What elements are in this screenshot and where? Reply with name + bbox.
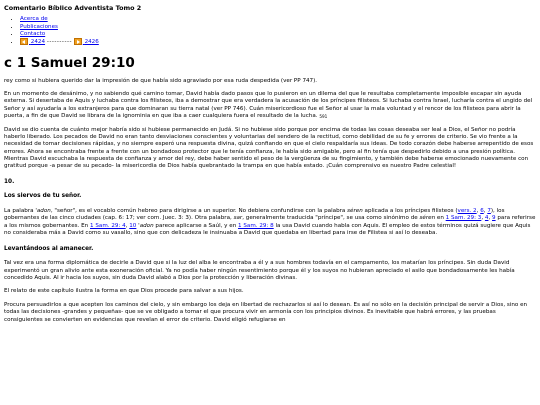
arrow-left-icon — [20, 38, 28, 45]
nav-item-about — [20, 16, 536, 23]
next-page-number: 2426 — [84, 39, 99, 46]
nav-link-publications[interactable]: Publicaciones — [20, 23, 58, 30]
hebrew-term: 'adon — [35, 208, 51, 215]
page-heading: c 1 Samuel 29:10 — [4, 54, 135, 71]
next-page-link[interactable] — [74, 39, 99, 45]
commentary-paragraph-1-text: En un momento de desánimo, y no sabiendo qué camino tomar, David había dado pasos que lo pusieron en un dilema del que le resultaba completamente imposible escapar sin ayuda externa. Si desertaba de Aquis y luchaba contra los filisteos, iba a demostrar que era verdadera la acusación de los príncipes filisteos. Si luchaba contra Israel, lucharía contra el ungido del Señor y así ayudaría a los extranjeros para que dominaran su tierra natal (ver PP 746). Cuán misericordioso fue el Señor al usar la mala voluntad y el rencor de los filisteos para abrir la puerta, a fin de que David se librara de la ignominia en que iba a caer cualquiera fuera el resultado de la lucha. — [4, 91, 533, 120]
page-marker: 591 — [319, 114, 328, 120]
section-title-siervos: Los siervos de tu señor. — [4, 193, 82, 200]
commentary-paragraph-5: El relato de este capítulo ilustra la forma en que Dios procede para salvar a sus hijos. — [4, 288, 244, 295]
arrow-right-icon — [74, 38, 82, 45]
scripture-link[interactable]: 9 — [492, 215, 496, 222]
pager — [20, 38, 536, 46]
scripture-link[interactable]: vers. 2 — [457, 208, 477, 215]
pager-separator: ---------- — [46, 39, 72, 46]
scripture-link[interactable]: 1 Sam. 29: 8 — [238, 222, 274, 229]
hebrew-term: séren — [419, 215, 436, 222]
nav-list — [4, 16, 536, 46]
scripture-link[interactable]: 4 — [484, 215, 489, 222]
scripture-link[interactable]: 1 Sam. 29: 3 — [445, 215, 482, 222]
hebrew-term: séren — [347, 208, 363, 215]
nav-item-contact — [20, 31, 536, 38]
hebrew-term: 'adon — [138, 222, 154, 229]
prev-page-link[interactable] — [20, 39, 45, 45]
scripture-link[interactable]: 1 Sam. 29: 4 — [90, 222, 126, 229]
scripture-link[interactable]: 7 — [487, 208, 491, 215]
nav-link-about[interactable]: Acerca de — [20, 16, 48, 23]
commentary-paragraph-3: La palabra 'adon, "señor", es el vocablo común hebreo para dirigirse a un superior. No debiera confundirse con la palabra séren aplicada a los príncipes filisteos (vers. 2, 6, 7), los gobernantes de las cinco ciudades (cap. 6: 17; ver com. Juec. 3: 3). Otra palabra, sar, generalmente traducida "príncipe", se usa como sinónimo de séren en 1 Sam. 29: 3, 4, 9 para referirse a los mismos gobernantes. En 1 Sam. 29: 4, 10 'adon parece aplicarse a Saúl, y en 1 Sam. 29: 8 la usa David cuando habla con Aquis. El empleo de estos términos quizá sugiere que Aquis no consideraba más a David como su vasallo, sino que con delicadeza le insinuaba a David que quedaba en libertad para irse de Filistea si así lo deseaba. — [4, 208, 536, 237]
verse-number: 10. — [4, 178, 15, 185]
scripture-link[interactable]: 10 — [129, 222, 137, 229]
commentary-paragraph-6: Procura persuadirlos a que acepten los caminos del cielo, y sin embargo los deja en libertad de rechazarlos si así lo desean. Es así no sólo en la decisión principal de servir a Dios, sino en todas las decisiones -grandes y pequeñas- que se ve obligado a tomar el que procura vivir en armonía con los principios divinos. Es inevitable que habrá errores, y las pruebas consiguientes se convierten en evidencias que revelan el error de criterio. David eligió refugiarse en — [4, 301, 528, 323]
commentary-paragraph-1 — [4, 91, 536, 121]
section-title-levantandoos: Levantándoos al amanecer. — [4, 245, 94, 252]
scripture-link[interactable]: 6 — [480, 208, 484, 215]
commentary-paragraph-2: David se dio cuenta de cuánto mejor habría sido si hubiese permanecido en Judá. Si no hubiese sido porque por encima de todas las cosas deseaba ser leal a Dios, el Señor no podría haberlo liberado. Los pecados de David no eran tanto desviaciones conscientes y voluntarias del sendero de la rectitud, como debilidad de su fe y errores de criterio. Se vio frente a la necesidad de tomar decisiones rápidas, y no siempre esperó una respuesta divina, quizá confiando en que el cielo respaldaría sus ideas. De todo corazón debe haberse arrepentido de esos errores. Ahora se encontraba frente a frente con un bondadoso protector que le tenía confianza, le había sido amigable, pero al fin tenía que despedirlo debido a una presión política. Mientras David escuchaba la respuesta de confianza y amor del rey, debe haber sentido el peso de la vergüenza de su fingimiento, y también debe haberse emocionado nuevamente con gratitud porque -a pesar de su pecado- la misericordia de Dios había quebrantado la trampa en que había estado. ¡Cuán comprensivo es nuestro Padre celestial! — [4, 126, 534, 170]
prev-page-number: 2424 — [30, 39, 46, 46]
nav-item-publications — [20, 24, 536, 31]
nav-link-contact[interactable]: Contacto — [20, 30, 46, 37]
hebrew-term: sar — [233, 215, 243, 222]
commentary-paragraph-4: Tal vez era una forma diplomática de decirle a David que si la luz del alba le encontraba a él y a sus hombres todavía en el campamento, los matarían los príncipes. Sin duda David experimentó un gran alivio ante esta exoneración oficial. Ya no podía haber ningún resentimiento porque él y los suyos no hubieran apreciado el asilo que bondadosamente les había concedido Aquis. Al ir hacia los suyos, sin duda David alabó a Dios por la protección y liberación divinas. — [4, 260, 515, 281]
intro-paragraph: rey como si hubiera querido dar la impresión de que había sido agraviado por esa ruda despedida (ver PP 747). — [4, 77, 318, 84]
site-title: Comentario Bíblico Adventista Tomo 2 — [4, 4, 142, 12]
